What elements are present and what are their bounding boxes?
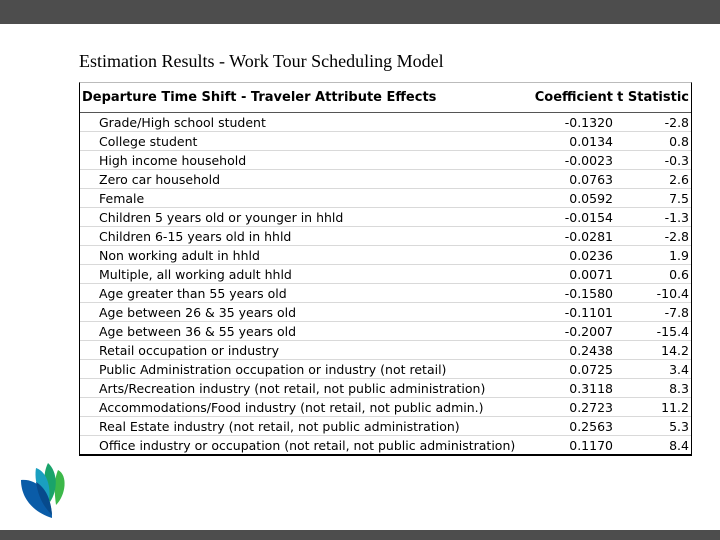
header-coefficient: Coefficient: [534, 90, 613, 105]
table-row: [80, 208, 691, 227]
t-statistic-cell: -2.8: [664, 228, 689, 244]
attribute-cell: Zero car household: [99, 171, 221, 187]
t-statistic-cell: 7.5: [669, 190, 689, 206]
attribute-cell: Age between 26 & 35 years old: [99, 304, 297, 320]
attribute-cell: Age between 36 & 55 years old: [99, 323, 297, 339]
t-statistic-cell: -7.8: [664, 304, 689, 320]
logo-icon: [18, 460, 73, 520]
t-statistic-cell: -10.4: [656, 285, 689, 301]
coefficient-cell: 0.1170: [569, 437, 613, 453]
table-row: [80, 246, 691, 265]
results-table: [79, 82, 692, 456]
top-bar: [0, 0, 720, 24]
table-row: [80, 379, 691, 398]
coefficient-cell: 0.0071: [569, 266, 613, 282]
attribute-cell: Real Estate industry (not retail, not public administration): [99, 418, 460, 434]
attribute-cell: Retail occupation or industry: [99, 342, 280, 358]
attribute-cell: Children 6-15 years old in hhld: [99, 228, 292, 244]
t-statistic-cell: 3.4: [669, 361, 689, 377]
coefficient-cell: 0.0134: [569, 133, 613, 149]
header-t-statistic: t Statistic: [617, 90, 689, 105]
attribute-cell: Public Administration occupation or industry (not retail): [99, 361, 447, 377]
coefficient-cell: -0.1320: [564, 114, 613, 130]
table-row: [80, 284, 691, 303]
coefficient-cell: 0.2563: [569, 418, 613, 434]
table-row: [80, 189, 691, 208]
t-statistic-cell: -2.8: [664, 114, 689, 130]
coefficient-cell: -0.1580: [564, 285, 613, 301]
coefficient-cell: 0.2438: [569, 342, 613, 358]
table-row: [80, 170, 691, 189]
coefficient-cell: 0.0236: [569, 247, 613, 263]
attribute-cell: High income household: [99, 152, 247, 168]
bottom-bar: [0, 530, 720, 540]
slide-title: Estimation Results - Work Tour Scheduling Model: [79, 51, 444, 71]
table-row: [80, 341, 691, 360]
coefficient-cell: -0.2007: [564, 323, 613, 339]
table-row: [80, 227, 691, 246]
attribute-cell: Non working adult in hhld: [99, 247, 260, 263]
attribute-cell: Arts/Recreation industry (not retail, not public administration): [99, 380, 486, 396]
attribute-cell: Multiple, all working adult hhld: [99, 266, 292, 282]
table-row: [80, 436, 691, 454]
t-statistic-cell: -15.4: [656, 323, 689, 339]
t-statistic-cell: 0.6: [669, 266, 689, 282]
coefficient-cell: 0.0763: [569, 171, 613, 187]
attribute-cell: Children 5 years old or younger in hhld: [99, 209, 344, 225]
t-statistic-cell: 11.2: [661, 399, 689, 415]
coefficient-cell: -0.0281: [564, 228, 613, 244]
table-row: [80, 322, 691, 341]
coefficient-cell: -0.1101: [564, 304, 613, 320]
coefficient-cell: 0.3118: [569, 380, 613, 396]
table-row: [80, 417, 691, 436]
table-row: [80, 151, 691, 170]
t-statistic-cell: 5.3: [669, 418, 689, 434]
coefficient-cell: -0.0154: [564, 209, 613, 225]
t-statistic-cell: 8.3: [669, 380, 689, 396]
t-statistic-cell: 8.4: [669, 437, 689, 453]
attribute-cell: Female: [99, 190, 145, 206]
table-header: [80, 83, 691, 113]
table-row: [80, 113, 691, 132]
attribute-cell: Accommodations/Food industry (not retail, not public admin.): [99, 399, 484, 415]
t-statistic-cell: 0.8: [669, 133, 689, 149]
header-attribute: Departure Time Shift - Traveler Attribute Effects: [82, 90, 437, 105]
table-row: [80, 132, 691, 151]
attribute-cell: Office industry or occupation (not retail, not public administration): [99, 437, 516, 453]
attribute-cell: College student: [99, 133, 198, 149]
t-statistic-cell: 14.2: [661, 342, 689, 358]
coefficient-cell: 0.0725: [569, 361, 613, 377]
table-row: [80, 303, 691, 322]
table-row: [80, 360, 691, 379]
t-statistic-cell: -0.3: [664, 152, 689, 168]
table-row: [80, 265, 691, 284]
attribute-cell: Age greater than 55 years old: [99, 285, 287, 301]
t-statistic-cell: 1.9: [669, 247, 689, 263]
t-statistic-cell: -1.3: [664, 209, 689, 225]
attribute-cell: Grade/High school student: [99, 114, 266, 130]
t-statistic-cell: 2.6: [669, 171, 689, 187]
coefficient-cell: 0.2723: [569, 399, 613, 415]
coefficient-cell: 0.0592: [569, 190, 613, 206]
table-row: [80, 398, 691, 417]
coefficient-cell: -0.0023: [564, 152, 613, 168]
